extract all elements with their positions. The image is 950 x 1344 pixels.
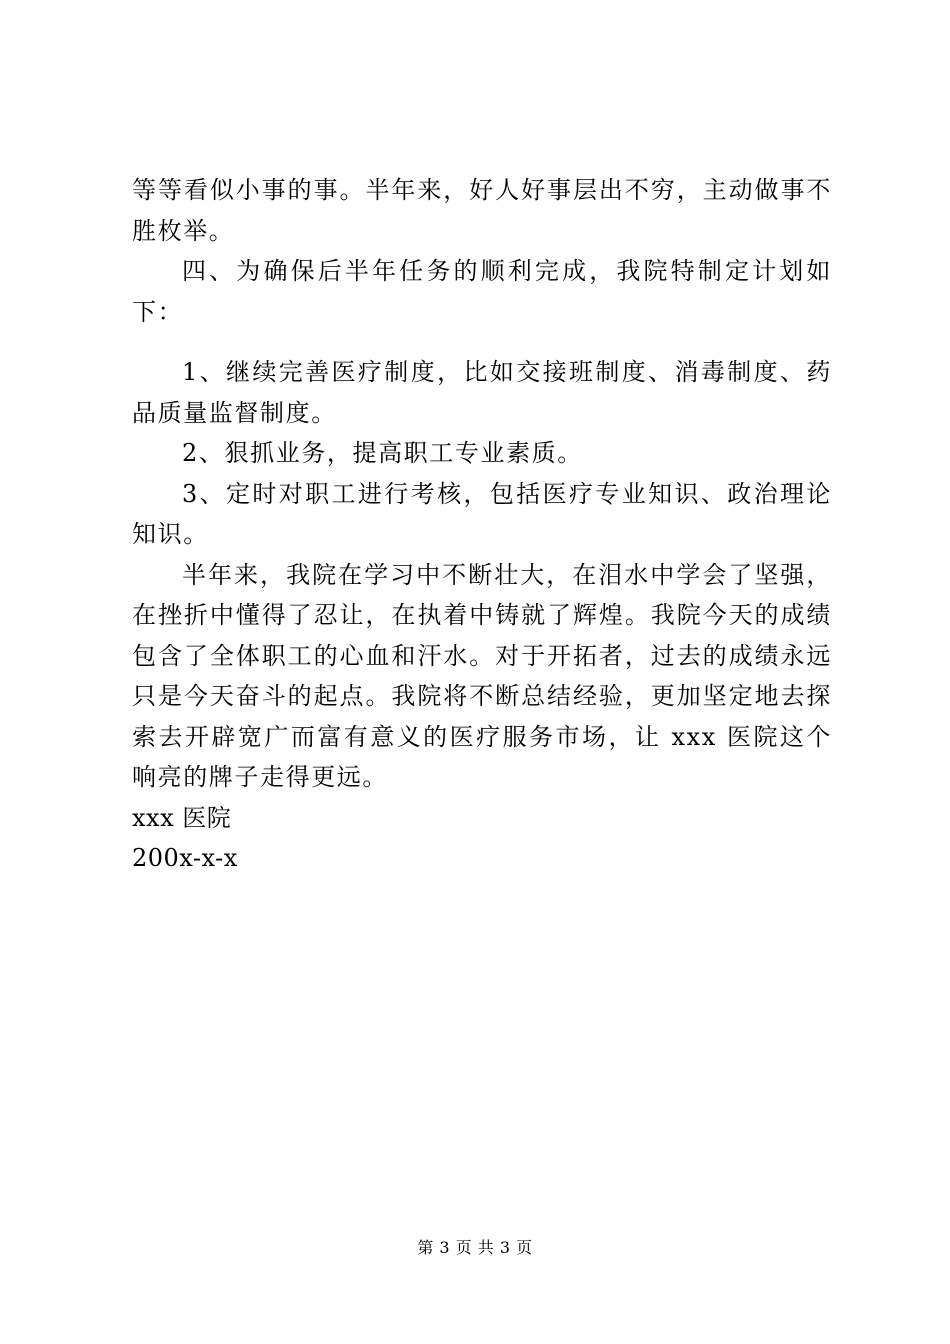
paragraph-continuation: 等等看似小事的事。半年来，好人好事层出不穷，主动做事不胜枚举。 (132, 176, 832, 245)
page-number-label: 第 3 页 共 3 页 (417, 1238, 533, 1257)
page-footer (0, 1237, 950, 1259)
signature-date: 200x-x-x (132, 844, 238, 872)
document-body (132, 170, 832, 879)
paragraph-conclusion: 半年来，我院在学习中不断壮大，在泪水中学会了坚强，在挫折中懂得了忍让，在执着中铸就了辉煌。我院今天的成绩包含了全体职工的心血和汗水。对于开拓者，过去的成绩永远只是今天奋斗的起点。我院将不断总结经验，更加坚定地去探索去开辟宽广而富有意义的医疗服务市场，让 xxx 医院这个响亮的牌子走得更远。 (132, 560, 832, 791)
paragraph-spacer (132, 332, 832, 352)
plan-item-1: 1、继续完善医疗制度，比如交接班制度、消毒制度、药品质量监督制度。 (132, 358, 832, 427)
plan-item-2: 2、狠抓业务，提高职工专业素质。 (182, 439, 583, 467)
paragraph-plan-heading: 四、为确保后半年任务的顺利完成，我院特制定计划如下： (132, 257, 832, 326)
plan-item-3: 3、定时对职工进行考核，包括医疗专业知识、政治理论知识。 (132, 479, 832, 548)
signature-organization: xxx 医院 (132, 803, 232, 832)
